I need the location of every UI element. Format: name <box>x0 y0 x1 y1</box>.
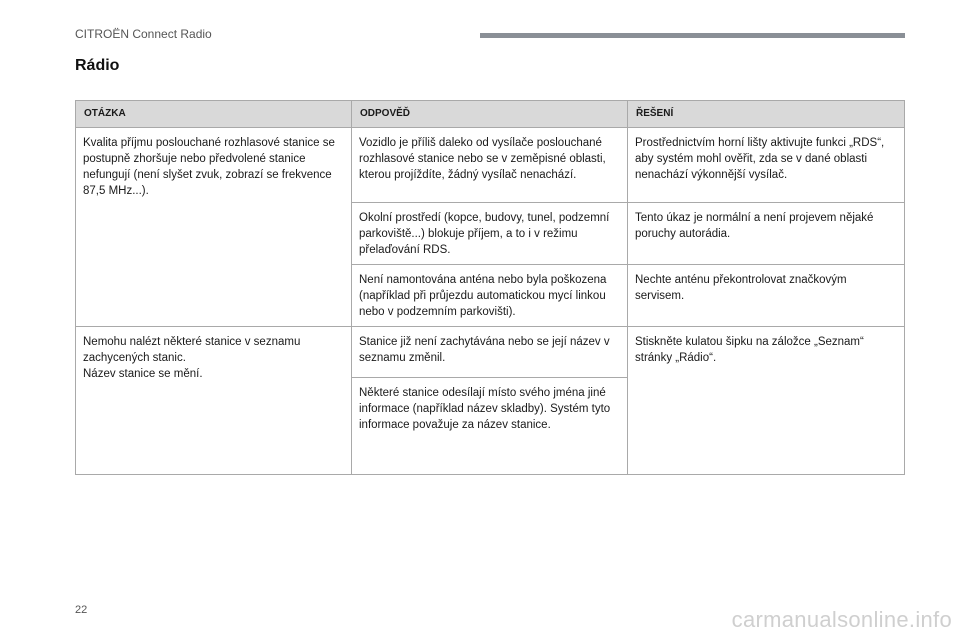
question-cell <box>76 327 352 475</box>
solution-cell: Stiskněte kulatou šipku na záložce „Seznam“ stránky „Rádio“. <box>628 327 905 475</box>
question-cell: Kvalita příjmu poslouchané rozhlasové stanice se postupně zhoršuje nebo předvolené stanice nefungují (není slyšet zvuk, zobrazí se frekvence 87,5 MHz...). <box>76 128 352 327</box>
column-header-question: OTÁZKA <box>76 101 352 128</box>
table-row <box>76 128 905 203</box>
answer-cell: Okolní prostředí (kopce, budovy, tunel, podzemní parkoviště...) blokuje příjem, a to i v režimu přelaďování RDS. <box>352 203 628 265</box>
table-row <box>76 327 905 378</box>
page-number: 22 <box>75 604 88 616</box>
solution-cell: Prostřednictvím horní lišty aktivujte funkci „RDS“, aby systém mohl ověřit, zda se v dané oblasti nenachází výkonnější vysílač. <box>628 128 905 203</box>
solution-cell: Tento úkaz je normální a není projevem nějaké poruchy autorádia. <box>628 203 905 265</box>
answer-cell: Některé stanice odesílají místo svého jména jiné informace (například název skladby). Systém tyto informace považuje za název stanice. <box>352 378 628 475</box>
page-title: Rádio <box>75 57 120 74</box>
answer-cell: Není namontována anténa nebo byla poškozena (například při průjezdu automatickou mycí linkou nebo v podzemním parkovišti). <box>352 265 628 327</box>
answer-cell: Vozidlo je příliš daleko od vysílače poslouchané rozhlasové stanice nebo se v zeměpisné oblasti, kterou projíždíte, žádný vysílač nenachází. <box>352 128 628 203</box>
solution-cell: Nechte anténu překontrolovat značkovým servisem. <box>628 265 905 327</box>
column-header-answer: ODPOVĚĎ <box>352 101 628 128</box>
troubleshooting-table <box>75 100 905 475</box>
question-line: Nemohu nalézt některé stanice v seznamu zachycených stanic. <box>83 336 301 364</box>
header-bar <box>480 33 905 38</box>
answer-cell: Stanice již není zachytávána nebo se její název v seznamu změnil. <box>352 327 628 378</box>
question-line: Název stanice se mění. <box>83 368 203 380</box>
table-header-row <box>76 101 905 128</box>
header-brand: CITROËN Connect Radio <box>75 27 212 41</box>
column-header-solution: ŘEŠENÍ <box>628 101 905 128</box>
watermark: carmanualsonline.info <box>731 607 952 632</box>
